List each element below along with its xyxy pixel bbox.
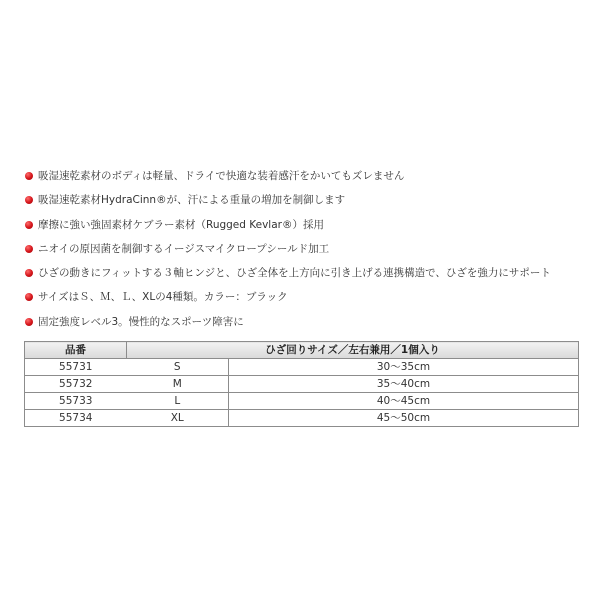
- product-code: 55731: [25, 359, 127, 376]
- size-range: 35～40cm: [229, 376, 579, 393]
- size-label: XL: [127, 410, 229, 427]
- size-label: L: [127, 393, 229, 410]
- size-range: 40～45cm: [229, 393, 579, 410]
- table-row: [25, 393, 579, 410]
- table-row: [25, 376, 579, 393]
- product-code: 55733: [25, 393, 127, 410]
- feature-text: ひざの動きにフィットする３軸ヒンジと、ひざ全体を上方向に引き上げる連携構造で、ひざを強力にサポート: [38, 267, 551, 280]
- size-range: 45～50cm: [229, 410, 579, 427]
- feature-text: ニオイの原因菌を制御するイージスマイクロープシールド加工: [38, 242, 330, 255]
- product-code: 55732: [25, 376, 127, 393]
- red-bullet-icon: [25, 318, 33, 326]
- feature-item: [24, 310, 584, 334]
- feature-text: 吸湿速乾素材のボディは軽量、ドライで快適な装着感汗をかいてもズレません: [38, 170, 405, 182]
- feature-text: 摩擦に強い強固素材ケブラー素材（Rugged Kevlar®）採用: [38, 218, 324, 231]
- size-label: M: [127, 376, 229, 393]
- table-row: [25, 410, 579, 427]
- feature-item: [24, 213, 584, 237]
- red-bullet-icon: [25, 293, 33, 301]
- header-product-code: 品番: [25, 342, 127, 359]
- feature-item: [24, 237, 584, 261]
- product-code: 55734: [25, 410, 127, 427]
- feature-list: [24, 164, 584, 334]
- header-knee-size: ひざ回りサイズ／左右兼用／1個入り: [127, 342, 579, 359]
- size-range: 30～35cm: [229, 359, 579, 376]
- feature-text: 吸湿速乾素材HydraCinn®が、汗による重量の増加を制御します: [38, 194, 346, 207]
- red-bullet-icon: [25, 221, 33, 229]
- feature-item: [24, 285, 584, 309]
- feature-text: 固定強度レベル3。慢性的なスポーツ障害に: [38, 315, 244, 328]
- feature-item: [24, 261, 584, 285]
- red-bullet-icon: [25, 245, 33, 253]
- size-label: S: [127, 359, 229, 376]
- feature-text: サイズはＳ、Ｍ、Ｌ、XLの4種類。カラー：ブラック: [38, 291, 288, 304]
- red-bullet-icon: [25, 269, 33, 277]
- table-row: [25, 359, 579, 376]
- feature-item: [24, 164, 584, 188]
- size-spec-table: [24, 341, 579, 427]
- table-header-row: [25, 342, 579, 359]
- feature-item: [24, 188, 584, 212]
- red-bullet-icon: [25, 172, 33, 180]
- red-bullet-icon: [25, 196, 33, 204]
